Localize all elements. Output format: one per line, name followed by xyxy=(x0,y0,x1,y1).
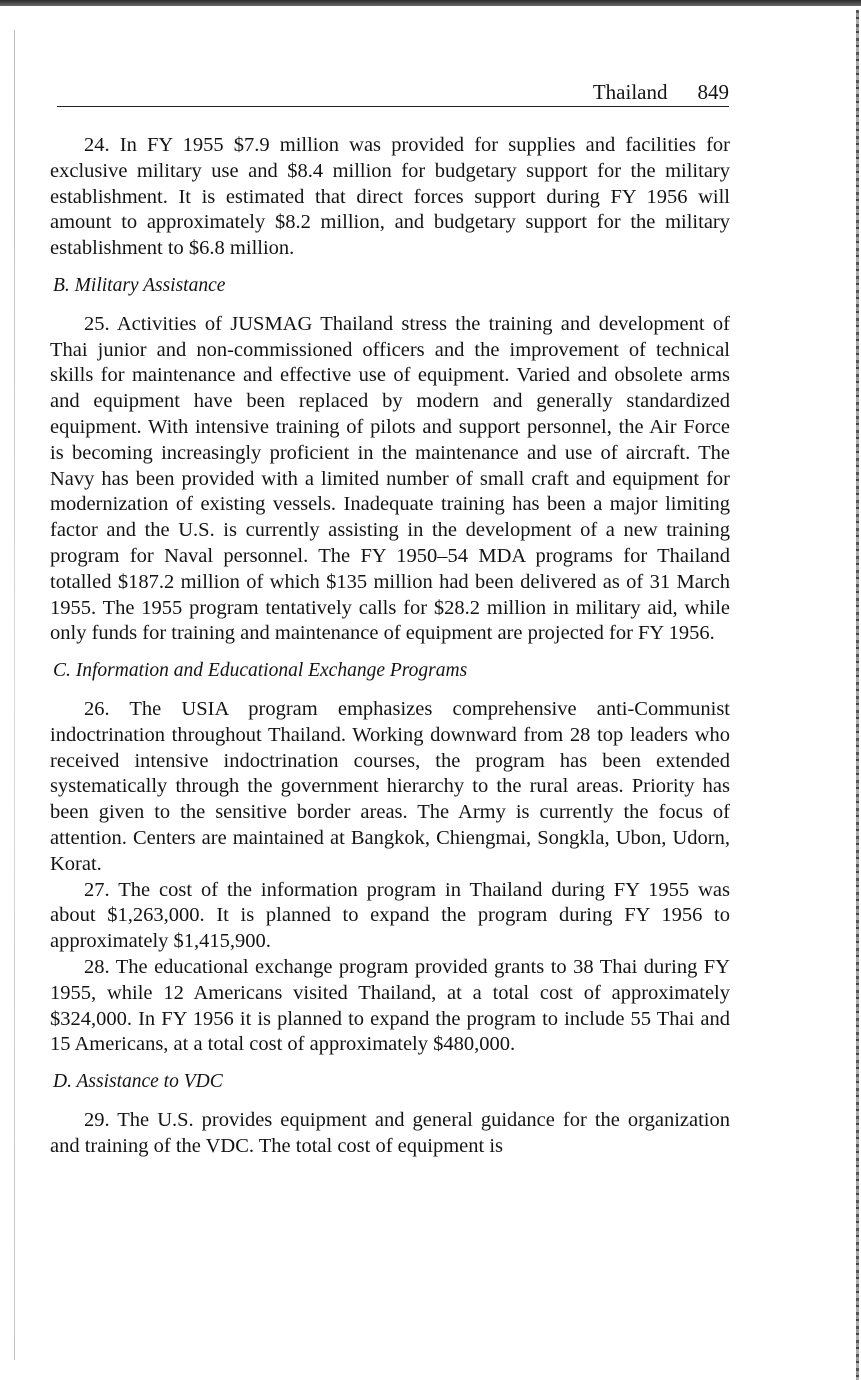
page-number: 849 xyxy=(697,80,729,104)
header-country: Thailand xyxy=(592,80,668,104)
section-heading-information-exchange: C. Information and Educational Exchange Programs xyxy=(53,660,468,682)
page-body xyxy=(50,133,730,1159)
page-right-edge xyxy=(856,10,859,1380)
section-heading-vdc-assistance: D. Assistance to VDC xyxy=(53,1071,223,1093)
paragraph-26: 26. The USIA program emphasizes comprehensive anti-Communist indoctrination throughout Thailand. Working downward from 28 top leaders who received intensive indoctrination courses, the program has been extended systematically through the government hierarchy to the rural areas. Priority has been given to the sensitive border areas. The Army is currently the focus of attention. Centers are maintained at Bangkok, Chiengmai, Songkla, Ubon, Udorn, Korat. xyxy=(50,697,730,875)
paragraph-27: 27. The cost of the information program in Thailand during FY 1955 was about $1,263,000. It is planned to expand the program during FY 1956 to approximately $1,415,900. xyxy=(50,878,730,953)
page-top-edge xyxy=(0,0,861,6)
paragraph-29: 29. The U.S. provides equipment and general guidance for the organization and training of the VDC. The total cost of equipment is xyxy=(50,1108,730,1157)
page-left-edge xyxy=(14,30,15,1360)
paragraph-28: 28. The educational exchange program provided grants to 38 Thai during FY 1955, while 12 Americans visited Thailand, at a total cost of approximately $324,000. In FY 1956 it is planned to expand the program to include 55 Thai and 15 Americans, at a total cost of approximately $480,000. xyxy=(50,955,730,1056)
paragraph-25: 25. Activities of JUSMAG Thailand stress the training and development of Thai junior and non-commissioned officers and the improvement of technical skills for maintenance and effective use of equipment. Varied and obsolete arms and equipment have been replaced by modern and generally standardized equipment. With intensive training of pilots and support personnel, the Air Force is becoming increasingly proficient in the maintenance and use of aircraft. The Navy has been provided with a limited number of small craft and equipment for modernization of existing vessels. Inadequate training has been a major limiting factor and the U.S. is currently assisting in the development of a new training program for Naval personnel. The FY 1950–54 MDA programs for Thailand totalled $187.2 million of which $135 million had been delivered as of 31 March 1955. The 1955 program tentatively calls for $28.2 million in military aid, while only funds for training and maintenance of equipment are projected for FY 1956. xyxy=(50,312,730,645)
running-header xyxy=(57,80,729,107)
paragraph-24: 24. In FY 1955 $7.9 million was provided for supplies and facilities for exclusive military use and $8.4 million for budgetary support for the military establishment. It is estimated that direct forces support during FY 1956 will amount to approximately $8.2 million, and budgetary support for the military establishment to $6.8 million. xyxy=(50,134,730,260)
section-heading-military-assistance: B. Military Assistance xyxy=(53,274,226,296)
